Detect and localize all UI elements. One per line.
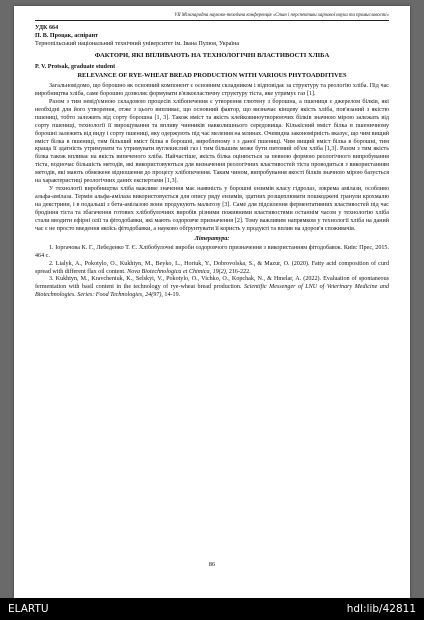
udc-code: УДК 664: [35, 25, 59, 31]
reference-journal: Nova Biotechnologica et Chimica, 19(2),: [127, 268, 228, 275]
page-content: [35, 13, 389, 300]
references-heading: Література:: [194, 236, 230, 243]
reference-item: [35, 245, 389, 261]
paragraph: Разом з тим невід'ємною складовою процесів хлібопечення є утворення глютену з борошна, а пшениця є джерелом білків, які необхідні для його утворення, отже з цього випливає, що основний фактор, що визначає кінцеву якість хліба, пов'язаний з якістю пшениці, тобто залежить від сорту борошна [1, 3]. Також вміст та якість клейковиноутворюючих білків значною мірою залежать від сорту пшениці, технології її вирощування та впливу чинників навколишнього середовища. Кількісний вміст білка в пшеничному борошні залежить від виду і сорту пшениці, яку одержують під час мелення на млинах. Очевидна закономірність вказує, що чим вищий вміст білка в пшениці, тим більший вміст білка в борошні, виробленому з з даної пшениці. Чим вищий вміст білка в борошні, тим краща її здатність утримувати та утримувати вуглекислий газ і тим більшим може бути питомий об'єм хліба [1,3]. Разом з тим якість білка також впливає на якість випеченого хліба. Найчастіше, якість білка оцінюється за певною формою реологічного випробування тіста, водночас більшість методів, які використовуються для визначення реологічних властивостей тіста проводиться з використанням методів, які мають обмежене відношення до процесу хлібопечення. Таким чином, випробування якості білків значною мірою базується на характеристиці реологічних даних експертами [1,3].: [35, 99, 390, 185]
reference-pages: 216-222.: [227, 268, 251, 275]
reference-item: [35, 276, 389, 299]
reference-item: [35, 261, 389, 277]
handle-identifier: hdl:lib/42811: [346, 603, 416, 615]
reference-text: 1. Іоргачова К. Г., Лебеденко Т. Є. Хлібобулочні вироби оздоровчого призначення з використанням фітодобавок. Київ: Прес, 2015. 464 с.: [35, 245, 389, 260]
author-en: P. V. Protsak, graduate student: [35, 63, 116, 70]
paragraph: У технології виробництва хліба важливе значення має наявність у борошні ензимів класу гідролаз, зокрема амілази, особливо альфа-амілаза. Термін альфа-амілаза використовується для опису ряду ензимів, здатних розщеплювати пошкоджені гранули крохмалю на декстрини, і в подальші з бета-амілазою вони продукують мальтозу [3]. Саме для підсилення ферментативних властивостей під час бродіння тіста та збагачення готових хлібобулочних виробів різними поживними властивостями останнім часом у технологію хліба стали вводити ефірні олії та фітодобавки, які мають оздоровче призначення [2]. Тому важливим напрямком у технології хліба на даний час є не просто введення якоїсь фітодобавки, а науково обґрунтувати її користь у продукті та вплив на здоров'я споживачів.: [35, 186, 389, 232]
author-uk: П. В. Процак, аспірант: [35, 32, 99, 39]
page-number: 86: [208, 561, 216, 568]
paragraph: Загальновідомо, що борошно як основний компонент є основним складником і відповідає за структуру та реологію хліба. Під час виробництва хліба, саме борошно дозволяє формувати в'язкоеластичну структуру тіста, яке утримує газ [1].: [35, 83, 389, 98]
document-page: [14, 6, 410, 598]
title-en: RELEVANCE OF RYE-WHEAT BREAD PRODUCTION WITH VARIOUS PHYTOADDITIVES: [77, 71, 347, 79]
reference-pages: 14-19.: [162, 292, 181, 299]
repository-name: ELARTU: [8, 603, 49, 615]
affiliation-uk: Тернопільський національний технічний університет ім. Івана Пулюя, Україна: [35, 40, 240, 47]
title-uk: ФАКТОРИ, ЯКІ ВПЛИВАЮТЬ НА ТЕХНОЛОГІЧНІ ВЛАСТИВОСТІ ХЛІБА: [94, 51, 330, 59]
reference-journal: Scientific Messenger of LNU of Veterinary Medicine and Biotechnologies. Series: Food Technologies, 24(97),: [35, 284, 390, 299]
reference-text: 2. Lialyk, A., Pokotylo, O., Kukhtyn, M., Beyko, L., Horiuk, Y., Dobrovolska, S., & Mazur, O. (2020). Fatty acid composition of curd spread with different flax oil content.: [35, 260, 389, 275]
reference-text: 3. Kukhtyn, M., Kravcheniuk, K., Selskyi, V., Pokotylo, O., Vichko, O., Kopchak, N., & Hmelar, A. (2022). Evaluation of spontaneous fermentation with basil content in the technology of rye-wheat bread production.: [35, 276, 389, 291]
running-head: VІІ Міжнародна науково-технічна конференція «Стан і перспективи харчової науки та промисловості»: [35, 13, 389, 21]
repository-footer-bar: [0, 598, 424, 620]
